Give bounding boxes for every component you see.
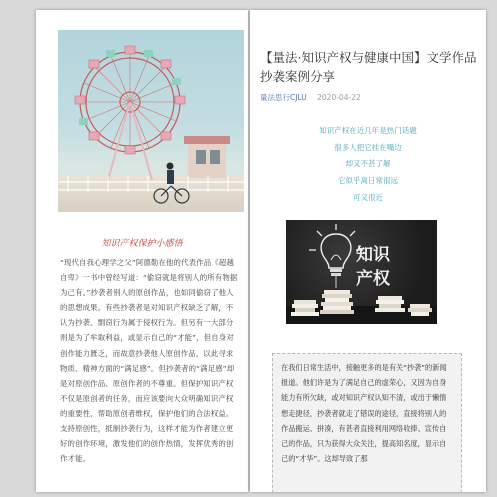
ferris-wheel-icon	[58, 30, 244, 212]
ip-illustration	[286, 220, 437, 324]
verse-line: 很多人把它挂在嘴边	[334, 142, 402, 152]
article-body	[60, 255, 240, 466]
right-page	[250, 10, 486, 492]
publish-date: 2020-04-22	[317, 93, 361, 102]
ip-text-line: 知识	[356, 245, 390, 265]
article-meta	[260, 92, 361, 103]
verse-line: 却又不甚了解	[345, 159, 391, 169]
verse-block	[250, 123, 486, 207]
left-page	[36, 10, 248, 492]
verse-line: 知识产权在近几年是热门话题	[319, 126, 417, 135]
quote-box	[272, 353, 462, 492]
ip-text-line: 产权	[356, 269, 390, 289]
article-paragraph: “现代自我心理学之父”阿德勒在他的代表作品《超越自卑》一书中曾经写道：“偷窃就是将别人的所有物据为己有。”抄袭者别人的原创作品，也如同偷窃了他人的思想成果。有些抄袭者是对知识产权缺乏了解，不认为抄袭、剽窃行为属于侵权行为。但另有一大部分则是为了牟取利益，或显示自己的“才能”，但自身对创作能力匮乏，而故意抄袭他人原创作品，以此寻求物质、精神方面的“满足感”。但抄袭者的“满足感”却是对原创作品、原创作者的不尊重。但保护知识产权不仅是原创者的任务，而应该要向大众明确知识产权的重要性，帮助原创者维权，保护他们的合法权益。支持原创性，抵制抄袭行为，这样才能为作者建立更好的创作环境，激发他们的创作热情，发挥优秀的创作才能。	[60, 258, 238, 464]
verse-line: 可又很近	[353, 192, 383, 202]
quote-text: 在我们日常生活中，接触更多的是有关“抄袭”的新闻报道。他们许是为了满足自己的虚荣心，又因为自身能力有所欠缺，或对知识产权认知不清，或出于懒惰想走捷径，抄袭者就走了错误的途径，直接将别人的作品搬运、拼凑，有甚者直接利用网络收捧、宣传自己的作品，只为获得大众关注，提高知名度，显示自己的“才华”。这却导致了那	[281, 363, 447, 464]
ferris-wheel-photo	[58, 30, 244, 212]
author-link[interactable]: 量法思行CJLU	[260, 93, 307, 102]
article-caption: 知识产权保护小感悟	[101, 239, 183, 249]
ip-illustration-text	[356, 243, 390, 291]
article-title: 【量法·知识产权与健康中国】文学作品抄袭案例分享	[260, 50, 477, 84]
verse-line: 它似乎离日常很远	[338, 176, 398, 186]
